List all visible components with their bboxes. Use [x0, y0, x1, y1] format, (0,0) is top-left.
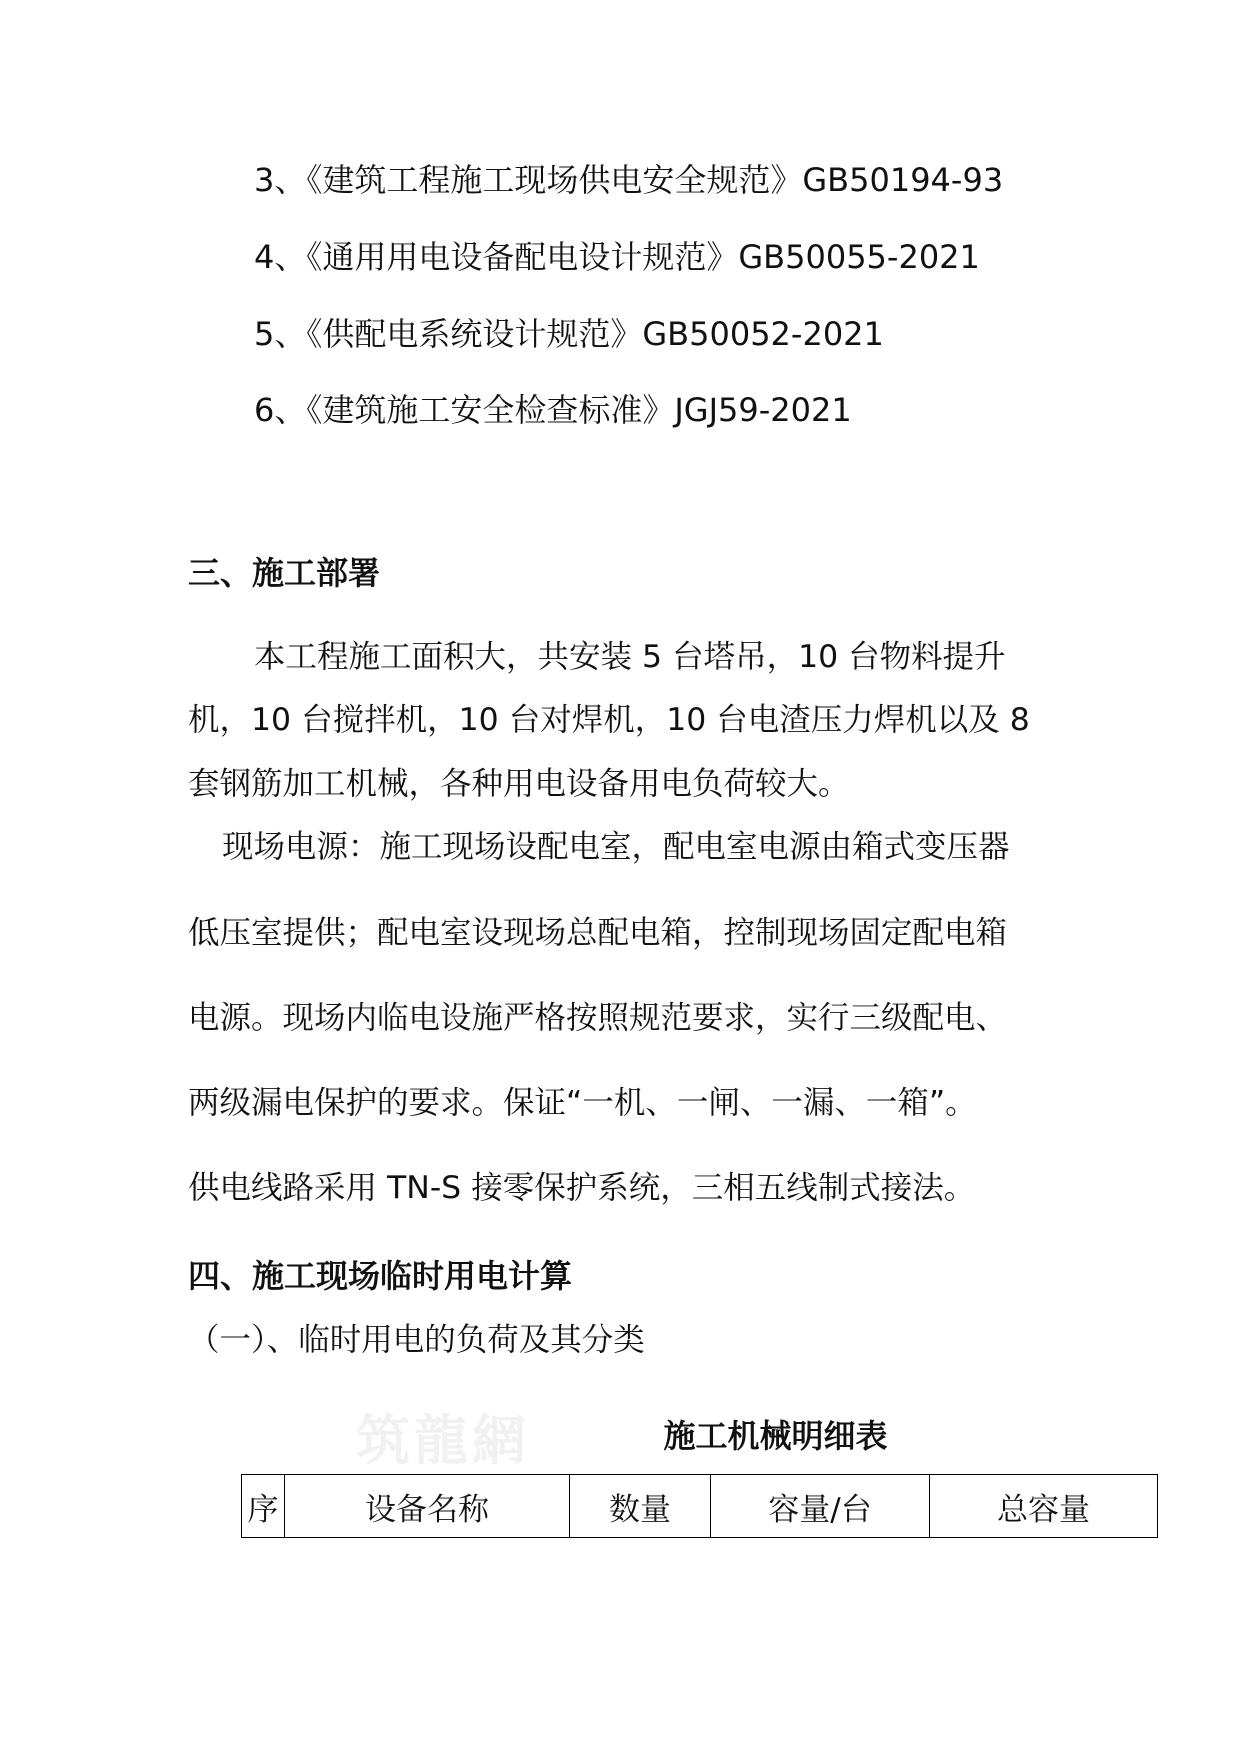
- equipment-table: [241, 1474, 1158, 1538]
- section-heading-4: 四、施工现场临时用电计算: [188, 1257, 573, 1295]
- reference-item-4: 4、《通用用电设备配电设计规范》GB50055-2021: [254, 238, 980, 276]
- paragraph-line: 机，10 台搅拌机，10 台对焊机，10 台电渣压力焊机以及 8: [188, 702, 1030, 738]
- paragraph-line: 本工程施工面积大，共安装 5 台塔吊，10 台物料提升: [254, 639, 1006, 675]
- header-cell-name: 设备名称: [285, 1475, 570, 1538]
- paragraph-line: 供电线路采用 TN-S 接零保护系统，三相五线制式接法。: [188, 1170, 976, 1206]
- subsection-heading: （一）、临时用电的负荷及其分类: [188, 1322, 645, 1358]
- reference-item-3: 3、《建筑工程施工现场供电安全规范》GB50194-93: [254, 161, 1004, 199]
- header-cell-quantity: 数量: [570, 1475, 711, 1538]
- watermark: 筑龍網: [356, 1408, 530, 1472]
- paragraph-line: 套钢筋加工机械，各种用电设备用电负荷较大。: [188, 766, 850, 802]
- header-cell-total-capacity: 总容量: [930, 1475, 1158, 1538]
- paragraph-line: 两级漏电保护的要求。保证“一机、一闸、一漏、一箱”。: [188, 1085, 977, 1121]
- table-title: 施工机械明细表: [663, 1417, 888, 1455]
- header-cell-capacity-per-unit: 容量/台: [711, 1475, 930, 1538]
- paragraph-line: 低压室提供；配电室设现场总配电箱，控制现场固定配电箱: [188, 915, 1008, 951]
- paragraph-line: 电源。现场内临电设施严格按照规范要求，实行三级配电、: [188, 1000, 1008, 1036]
- paragraph-line: 现场电源：施工现场设配电室，配电室电源由箱式变压器: [222, 829, 1010, 865]
- table-header-row: [242, 1475, 1158, 1538]
- reference-item-5: 5、《供配电系统设计规范》GB50052-2021: [254, 315, 884, 353]
- header-cell-index: 序: [242, 1475, 285, 1538]
- section-heading-3: 三、施工部署: [188, 554, 381, 592]
- reference-item-6: 6、《建筑施工安全检查标准》JGJ59-2021: [254, 391, 852, 429]
